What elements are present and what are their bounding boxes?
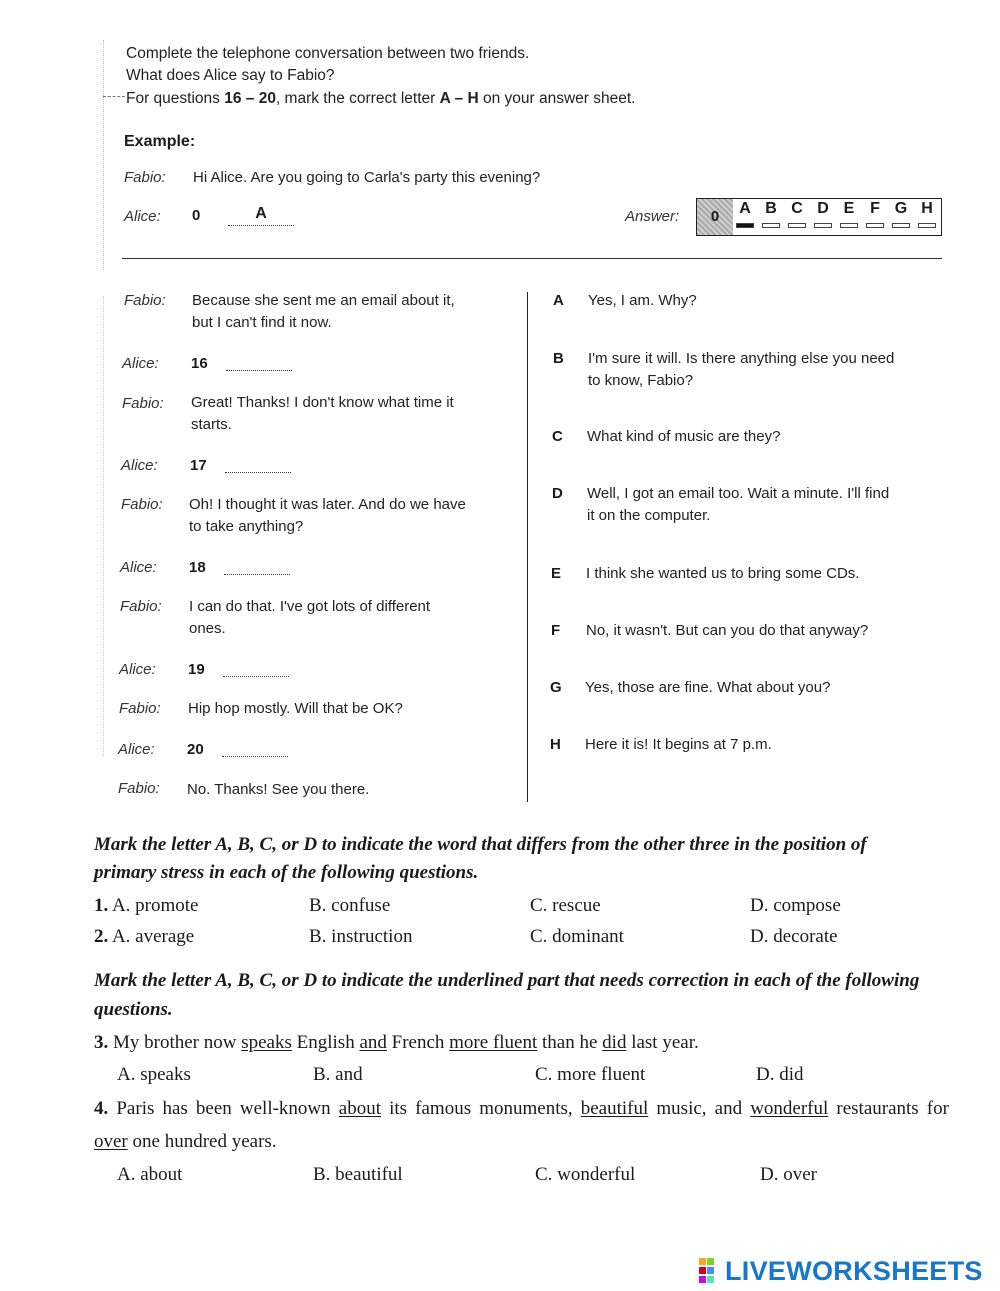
answer-sheet-box: [696, 198, 942, 236]
q4-option-b[interactable]: B. beautiful: [313, 1164, 403, 1185]
option-letter: F: [551, 622, 561, 639]
instruction-line-3: For questions 16 – 20, mark the correct letter A – H on your answer sheet.: [126, 90, 636, 107]
answer-mark: [762, 223, 780, 228]
instruction-line-1: Complete the telephone conversation between two friends.: [126, 45, 530, 62]
question-number: 18: [189, 559, 206, 576]
example-label: Example:: [124, 133, 196, 150]
fabio-line: Oh! I thought it was later. And do we have: [189, 496, 466, 513]
question-number: 16: [191, 355, 208, 372]
speaker-fabio: Fabio:: [120, 598, 162, 615]
q2-option-b[interactable]: B. instruction: [309, 926, 413, 947]
answer-blank-18[interactable]: [224, 562, 290, 575]
answer-label: Answer:: [625, 208, 680, 225]
q4-option-d[interactable]: D. over: [760, 1164, 817, 1185]
q1-option-b[interactable]: B. confuse: [309, 895, 391, 916]
question-number: 20: [187, 741, 204, 758]
scan-dash: [103, 96, 125, 97]
example-fabio-speaker: Fabio:: [124, 169, 166, 186]
q2-option-d[interactable]: D. decorate: [750, 926, 838, 947]
question-number: 19: [188, 661, 205, 678]
question-3: 3. My brother now speaks English and French more fluent than he did last year.: [94, 1032, 699, 1053]
section1-instruction-2: primary stress in each of the following questions.: [94, 862, 479, 883]
speaker-alice: Alice:: [121, 457, 158, 474]
question-2: 2. A. average: [94, 926, 195, 947]
q3-option-d[interactable]: D. did: [756, 1064, 804, 1085]
option-letter: C: [552, 428, 563, 445]
q4-option-a[interactable]: A. about: [117, 1164, 183, 1185]
answer-mark: [788, 223, 806, 228]
fabio-line: Hip hop mostly. Will that be OK?: [188, 700, 403, 717]
fabio-line: I can do that. I've got lots of different: [189, 598, 431, 615]
option-letter: D: [552, 485, 563, 502]
answer-mark: [892, 223, 910, 228]
scan-margin-marks: [103, 40, 116, 270]
answer-sheet-zero: 0: [697, 199, 733, 235]
question-4-line-2: over one hundred years.: [94, 1131, 277, 1152]
instruction-line-2: What does Alice say to Fabio?: [126, 67, 335, 84]
option-text: What kind of music are they?: [587, 428, 781, 445]
option-text: I think she wanted us to bring some CDs.: [586, 565, 860, 582]
q3-option-a[interactable]: A. speaks: [117, 1064, 191, 1085]
fabio-line: to take anything?: [189, 518, 304, 535]
option-text: Here it is! It begins at 7 p.m.: [585, 736, 772, 753]
section1-instruction-1: Mark the letter A, B, C, or D to indicate the word that differs from the other three in the position of: [94, 834, 867, 855]
option-text: it on the computer.: [587, 507, 711, 524]
option-letter: B: [553, 350, 564, 367]
speaker-fabio: Fabio:: [124, 292, 166, 309]
fabio-line: but I can't find it now.: [192, 314, 332, 331]
answer-letter: B: [765, 200, 777, 217]
example-alice-speaker: Alice:: [124, 208, 161, 225]
option-text: I'm sure it will. Is there anything else you need: [588, 350, 895, 367]
question-number: 17: [190, 457, 207, 474]
option-text: Well, I got an email too. Wait a minute. I'll find: [587, 485, 890, 502]
answer-blank-19[interactable]: [223, 664, 289, 677]
section2-instruction-1: Mark the letter A, B, C, or D to indicate the underlined part that needs correction in each of the following: [94, 970, 920, 991]
question-4-line-1: 4. Paris has been well-known about its famous monuments, beautiful music, and wonderful restaurants for: [94, 1098, 949, 1119]
q2-option-c[interactable]: C. dominant: [530, 926, 624, 947]
logo-text: LIVEWORKSHEETS: [725, 1256, 983, 1286]
q3-option-b[interactable]: B. and: [313, 1064, 363, 1085]
answer-letter: F: [870, 200, 880, 217]
q1-option-c[interactable]: C. rescue: [530, 895, 601, 916]
option-letter: A: [553, 292, 564, 309]
q3-option-c[interactable]: C. more fluent: [535, 1064, 646, 1085]
answer-mark: [866, 223, 884, 228]
fabio-line: starts.: [191, 416, 232, 433]
section-divider: [122, 258, 942, 259]
speaker-alice: Alice:: [122, 355, 159, 372]
answer-blank-20[interactable]: [222, 744, 288, 757]
fabio-line: Great! Thanks! I don't know what time it: [191, 394, 454, 411]
logo-blocks-icon: [699, 1258, 723, 1284]
example-number: 0: [192, 207, 201, 224]
answer-mark: [918, 223, 936, 228]
fabio-line: Because she sent me an email about it,: [192, 292, 455, 309]
speaker-alice: Alice:: [120, 559, 157, 576]
answer-mark: [814, 223, 832, 228]
q4-option-c[interactable]: C. wonderful: [535, 1164, 636, 1185]
answer-letter: G: [894, 200, 908, 217]
fabio-line: No. Thanks! See you there.: [187, 781, 370, 798]
example-answer: A: [228, 205, 294, 226]
option-letter: H: [550, 736, 561, 753]
option-letter: E: [551, 565, 562, 582]
option-text: Yes, those are fine. What about you?: [585, 679, 831, 696]
option-text: No, it wasn't. But can you do that anyway?: [586, 622, 869, 639]
answer-letter: E: [843, 200, 855, 217]
scan-margin-marks: [103, 296, 112, 756]
speaker-alice: Alice:: [119, 661, 156, 678]
option-text: Yes, I am. Why?: [588, 292, 697, 309]
answer-letter: A: [739, 200, 751, 217]
option-text: to know, Fabio?: [588, 372, 694, 389]
q1-option-d[interactable]: D. compose: [750, 895, 841, 916]
speaker-alice: Alice:: [118, 741, 155, 758]
column-divider: [527, 292, 528, 802]
speaker-fabio: Fabio:: [118, 780, 160, 797]
example-fabio-line: Hi Alice. Are you going to Carla's party this evening?: [193, 169, 541, 186]
answer-mark: [840, 223, 858, 228]
option-letter: G: [550, 679, 562, 696]
speaker-fabio: Fabio:: [121, 496, 163, 513]
answer-blank-16[interactable]: [226, 358, 292, 371]
question-1: 1. A. promote: [94, 895, 199, 916]
section2-instruction-2: questions.: [94, 999, 173, 1020]
answer-letter: C: [791, 200, 803, 217]
speaker-fabio: Fabio:: [122, 395, 164, 412]
answer-letter: D: [817, 200, 829, 217]
fabio-line: ones.: [189, 620, 226, 637]
answer-blank-17[interactable]: [225, 460, 291, 473]
answer-letter: H: [921, 200, 933, 217]
answer-mark-filled: [736, 223, 754, 228]
speaker-fabio: Fabio:: [119, 700, 161, 717]
